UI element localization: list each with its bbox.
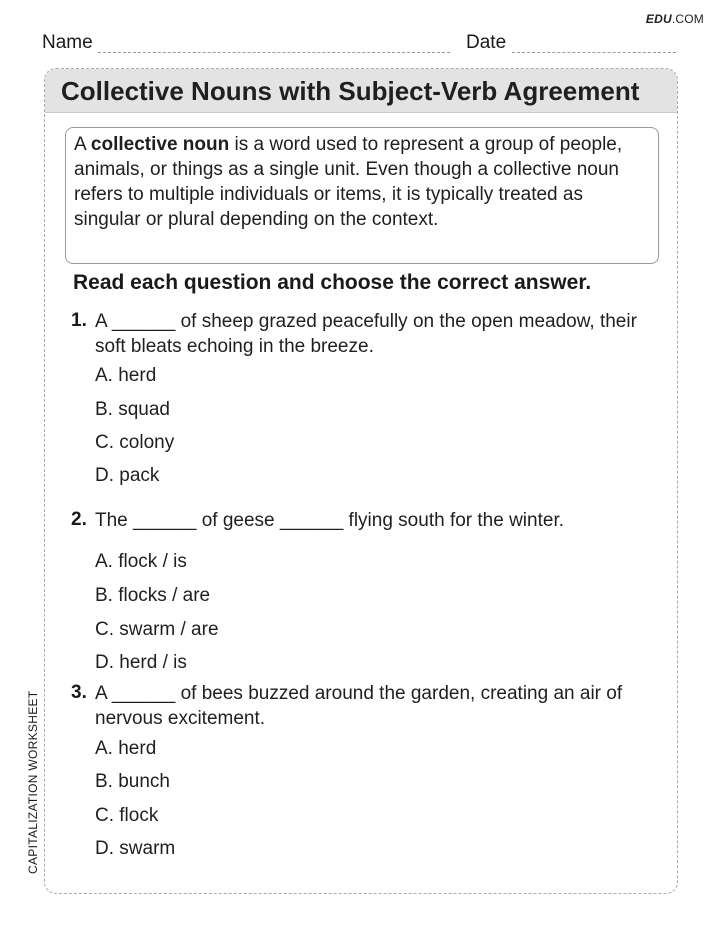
- question-text: [95, 681, 655, 731]
- answer-option[interactable]: C. swarm / are: [95, 619, 219, 640]
- question-text: The ______ of geese ______ flying south for the winter.: [95, 510, 564, 531]
- date-line[interactable]: [512, 52, 676, 53]
- question-number: 1.: [71, 310, 87, 331]
- instructions: Read each question and choose the correct answer.: [73, 271, 592, 294]
- answer-option[interactable]: C. colony: [95, 432, 175, 453]
- definition-term: collective noun: [90, 134, 230, 155]
- title-bar: [45, 69, 677, 113]
- answer-option[interactable]: A. flock / is: [95, 551, 187, 572]
- answer-option[interactable]: A. herd: [95, 365, 157, 386]
- answer-option[interactable]: A. herd: [95, 738, 157, 759]
- answer-option[interactable]: D. herd / is: [95, 652, 187, 673]
- question-number: 2.: [71, 509, 87, 530]
- answer-option[interactable]: D. pack: [95, 465, 160, 486]
- question-text-content: A ______ of bees buzzed around the garden, creating an air of nervous excitement.: [95, 683, 623, 729]
- brand-logo-rest: .COM: [671, 12, 704, 26]
- brand-logo: [646, 12, 704, 26]
- name-date-row: [42, 32, 676, 56]
- brand-logo-bold: EDU: [645, 12, 672, 26]
- date-label: Date: [466, 32, 507, 53]
- name-line[interactable]: [98, 52, 450, 53]
- definition-box: [65, 127, 659, 264]
- answer-option[interactable]: B. flocks / are: [95, 585, 211, 606]
- answer-option[interactable]: C. flock: [95, 805, 159, 826]
- question-text: A ______ of sheep grazed peacefully on the open meadow, their soft bleats echoing in the breeze.: [95, 311, 637, 357]
- worksheet-title: Collective Nouns with Subject-Verb Agreement: [61, 76, 640, 106]
- answer-option[interactable]: B. squad: [95, 399, 170, 420]
- definition-body: is a word used to represent a group of people, animals, or things as a single unit. Even though a collective noun refers to multiple individuals or items, it is typically treated as singular or plural depending on the context.: [74, 134, 623, 230]
- name-label: Name: [42, 32, 93, 53]
- definition-prefix: A: [74, 134, 91, 155]
- answer-option[interactable]: B. bunch: [95, 771, 170, 792]
- question-number: 3.: [71, 682, 87, 703]
- answer-option[interactable]: D. swarm: [95, 838, 176, 859]
- worksheet-card: [44, 68, 678, 894]
- side-label: CAPITALIZATION WORKSHEET: [26, 690, 40, 874]
